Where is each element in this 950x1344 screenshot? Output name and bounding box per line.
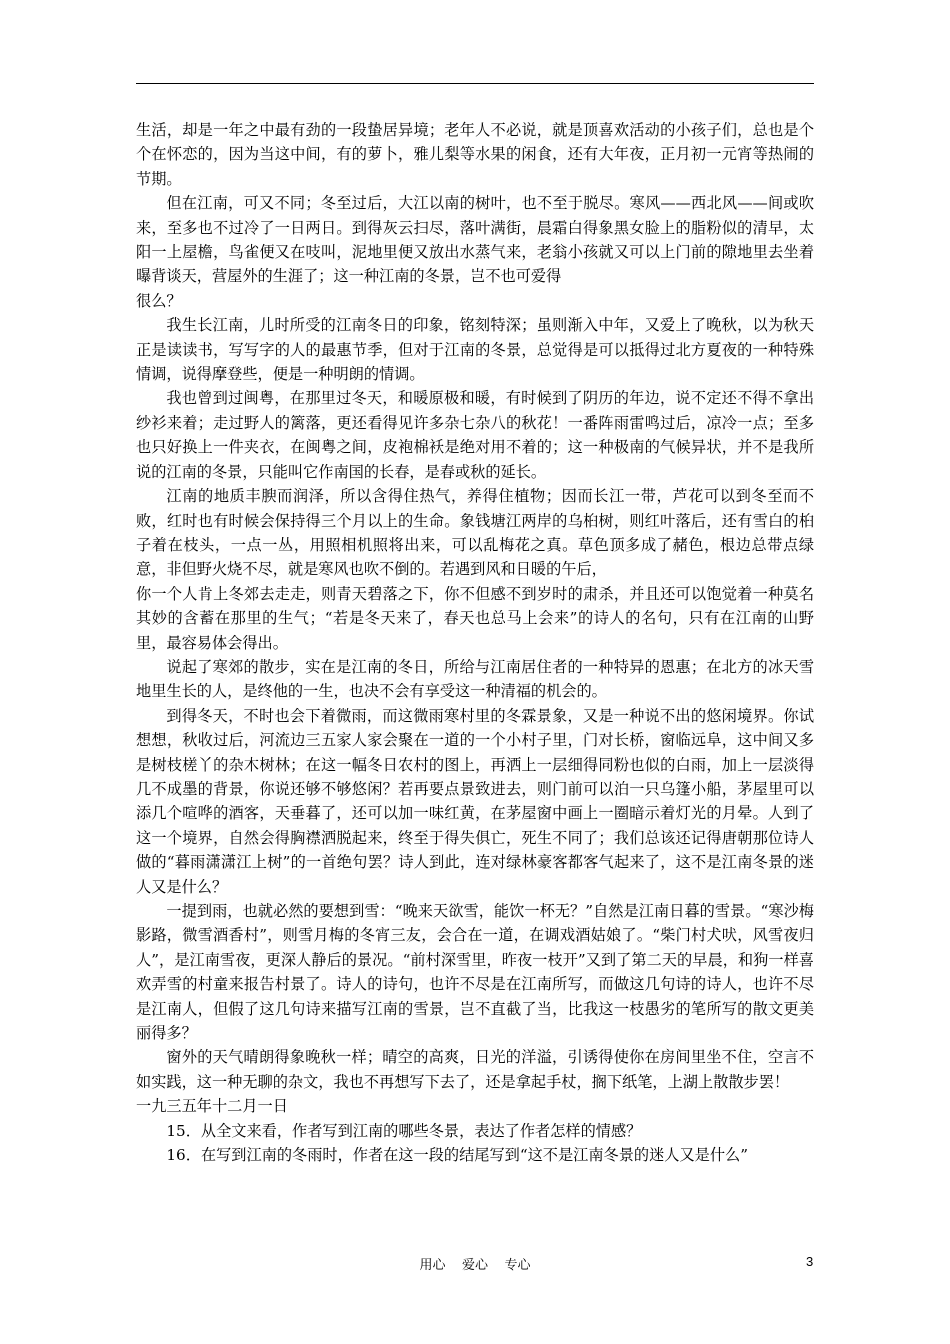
paragraph-5: 我也曾到过闽粤，在那里过冬天，和暖原极和暖，有时候到了阴历的年边，说不定还不得不拿出纱衫来着；走过野人的篱落，更还看得见许多杂七杂八的秋花！一番阵雨雷鸣过后，凉冷一点；至多也只好换上一件夹衣，在闽粤之间，皮袍棉袄是绝对用不着的；这一种极南的气候异状，并不是我所说的江南的冬景，只能叫它作南国的长春，是春或秋的延长。 [136, 389, 814, 481]
paragraph-10: 一提到雨，也就必然的要想到雪：“晚来天欲雪，能饮一杯无？”自然是江南日暮的雪景。“寒沙梅影路，微雪酒香村”，则雪月梅的冬宵三友，会合在一道，在调戏酒姑娘了。“柴门村犬吠，风雪夜归人”，是江南雪夜，更深人静后的景况。“前村深雪里，昨夜一枝开”又到了第二天的早晨，和狗一样喜欢弄雪的村童来报告村景了。诗人的诗句，也许不尽是在江南所写，而做这几句诗的诗人，也许不尽是江南人，但假了这几句诗来描写江南的雪景，岂不直截了当，比我这一枝愚劣的笔所写的散文更美丽得多？ [136, 902, 814, 1043]
paragraph-2: 但在江南，可又不同；冬至过后，大江以南的树叶，也不至于脱尽。寒风——西北风——间或吹来，至多也不过冷了一日两日。到得灰云扫尽，落叶满街，晨霜白得象黑女脸上的脂粉似的清早，太阳一上屋檐，鸟雀便又在吱叫，泥地里便又放出水蒸气来，老翁小孩就又可以上门前的隙地里去坐着曝背谈天，营屋外的生涯了；这一种江南的冬景，岂不也可爱得 [136, 194, 814, 286]
question-16: 16．在写到江南的冬雨时，作者在这一段的结尾写到“这不是江南冬景的迷人又是什么” [166, 1146, 748, 1165]
paragraph-4: 我生长江南，儿时所受的江南冬日的印象，铭刻特深；虽则渐入中年，又爱上了晚秋，以为秋天正是读读书，写写字的人的最惠节季，但对于江南的冬景，总觉得是可以抵得过北方夏夜的一种特殊情调，说得摩登些，便是一种明朗的情调。 [136, 316, 814, 384]
paragraph-11: 窗外的天气晴朗得象晚秋一样；晴空的高爽，日光的洋溢，引诱得使你在房间里坐不住，空言不如实践，这一种无聊的杂文，我也不再想写下去了，还是拿起手杖，搁下纸笔，上湖上散散步罢！ [136, 1048, 814, 1091]
page-number: 3 [806, 1254, 814, 1269]
paragraph-6: 江南的地质丰腴而润泽，所以含得住热气，养得住植物；因而长江一带，芦花可以到冬至而不败，红时也有时候会保持得三个月以上的生命。象钱塘江两岸的乌桕树，则红叶落后，还有雪白的桕子着在枝头，一点一丛，用照相机照将出来，可以乱梅花之真。草色顶多成了赭色，根边总带点绿意，非但野火烧不尽，就是寒风也吹不倒的。若遇到风和日暖的午后， [136, 487, 814, 579]
paragraph-3: 很么？ [136, 291, 182, 310]
document-body [136, 118, 814, 1167]
footer-motto: 用心 爱心 专心 [419, 1258, 531, 1273]
paragraph-7: 你一个人肯上冬郊去走走，则青天碧落之下，你不但感不到岁时的肃杀，并且还可以饱觉着一种莫名其妙的含蓄在那里的生气；“若是冬天来了，春天也总马上会来”的诗人的名句，只有在江南的山野里，最容易体会得出。 [136, 584, 814, 652]
date-line: 一九三五年十二月一日 [136, 1097, 288, 1116]
header-rule [136, 83, 814, 84]
paragraph-8: 说起了寒郊的散步，实在是江南的冬日，所给与江南居住者的一种特异的恩惠；在北方的冰天雪地里生长的人，是终他的一生，也决不会有享受这一种清福的机会的。 [136, 657, 814, 701]
question-15: 15．从全文来看，作者写到江南的哪些冬景，表达了作者怎样的情感？ [166, 1121, 642, 1140]
paragraph-1: 生活，却是一年之中最有劲的一段蛰居异境；老年人不必说，就是顶喜欢活动的小孩子们，总也是个个在怀恋的，因为当这中间，有的萝卜，雅儿梨等水果的闲食，还有大年夜，正月初一元宵等热闹的节期。 [136, 121, 814, 188]
paragraph-9: 到得冬天，不时也会下着微雨，而这微雨寒村里的冬霖景象，又是一种说不出的悠闲境界。你试想想，秋收过后，河流边三五家人家会聚在一道的一个小村子里，门对长桥，窗临远阜，这中间又多是树枝槎丫的杂木树林；在这一幅冬日农村的图上，再洒上一层细得同粉也似的白雨，加上一层淡得几不成墨的背景，你说还够不够悠闲？若再要点景致进去，则门前可以泊一只乌篷小船，茅屋里可以添几个喧哗的酒客，天垂暮了，还可以加一味红黄，在茅屋窗中画上一圈暗示着灯光的月晕。人到了这一个境界，自然会得胸襟洒脱起来，终至于得失俱亡，死生不同了；我们总该还记得唐朝那位诗人做的“暮雨潇潇江上树”的一首绝句罢？诗人到此，连对绿林豪客都客气起来了，这不是江南冬景的迷人又是什么？ [136, 706, 814, 896]
